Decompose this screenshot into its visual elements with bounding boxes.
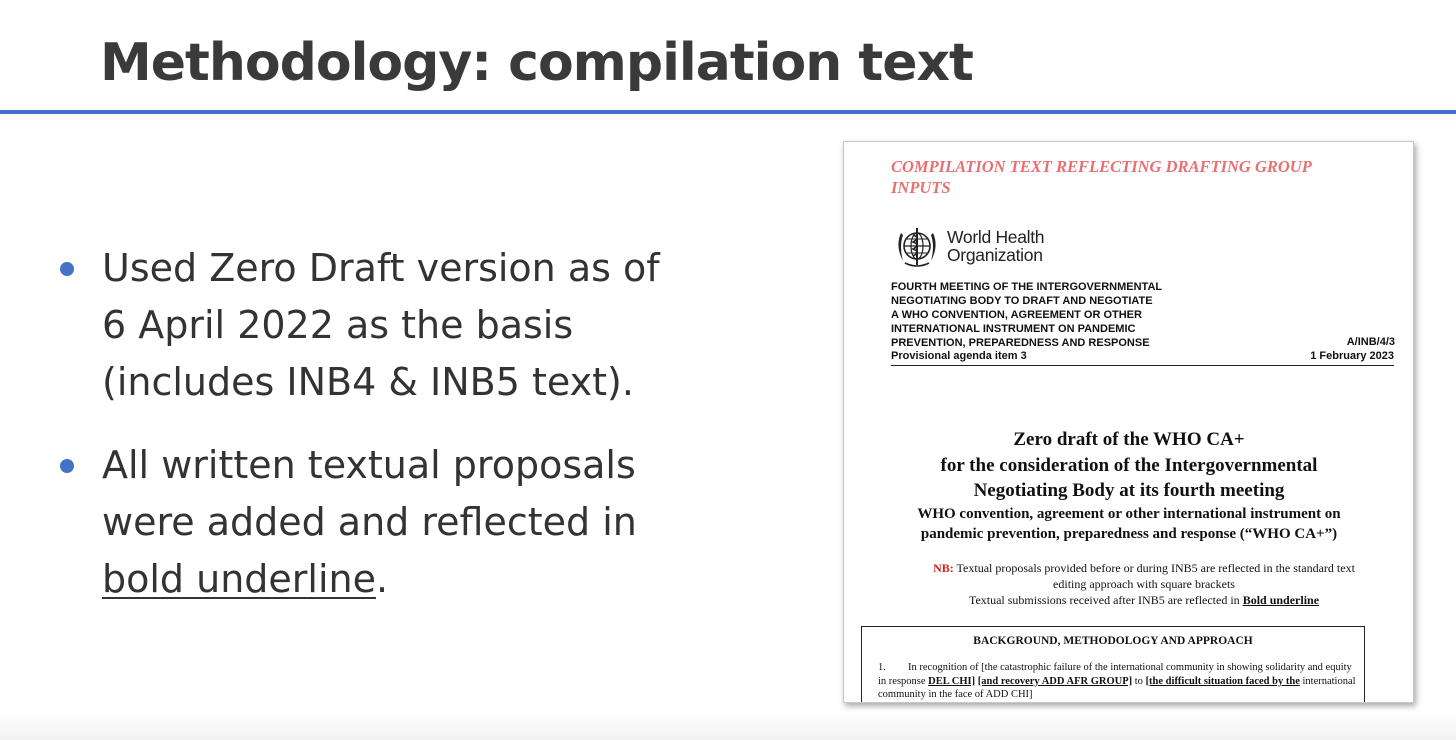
document-screenshot [843,141,1414,703]
bullet-line: (includes INB4 & INB5 text). [102,360,634,404]
bullet-dot-icon [60,262,74,276]
subtitle-line: pandemic prevention, preparedness and response (“WHO CA+”) [920,525,1338,542]
nb-note [884,560,1404,608]
bullet-list [60,240,760,634]
bullet-item [60,437,760,608]
nb-text: Textual submissions received after INB5 are reflected in [968,593,1243,607]
document-date: 1 February 2023 [1310,350,1394,362]
meeting-line: FOURTH MEETING OF THE INTERGOVERNMENTAL [891,281,1163,293]
org-name-line: World Health [947,227,1045,247]
bold-underline-example: bold underline [102,557,376,601]
bullet-line: All written textual proposals [102,443,636,487]
bullet-item [60,240,760,411]
bullet-line: Used Zero Draft version as of [102,246,660,290]
org-name-line: Organization [947,245,1043,265]
nb-text: Textual proposals provided before or during INB5 are reflected in the standard text [953,561,1355,575]
title-divider [0,110,1456,114]
nb-label: NB: [933,561,954,575]
bullet-line: were added and reflected in [102,500,637,544]
who-emblem-icon [891,223,943,269]
meeting-title [891,280,1231,350]
title-line: Zero draft of the WHO CA+ [1013,429,1245,450]
background-box [861,626,1365,703]
title-line: Negotiating Body at its fourth meeting [973,480,1285,501]
box-title: BACKGROUND, METHODOLOGY AND APPROACH [973,635,1253,647]
nb-text: editing approach with square brackets [1053,577,1235,591]
bullet-dot-icon [60,459,74,473]
agenda-item: Provisional agenda item 3 [891,350,1027,362]
para-text: international community in the face of ADD CHI] [878,675,1356,700]
document-title [864,427,1394,544]
meeting-line: INTERNATIONAL INSTRUMENT ON PANDEMIC [891,323,1136,335]
document-reference: A/INB/4/3 [1346,336,1395,348]
subtitle-line: WHO convention, agreement or other international instrument on [917,505,1341,522]
slide-title: Methodology: compilation text [100,33,973,93]
bottom-shadow [0,712,1456,740]
org-name [947,228,1044,264]
para-text: to [1132,675,1146,687]
paragraph-number: 1. [878,662,886,673]
agenda-row [891,349,1394,366]
bullet-line-tail: . [376,557,389,601]
paragraph-1 [878,661,1356,702]
who-logo [891,222,1044,270]
para-bold: [and recovery ADD AFR GROUP] [977,675,1133,687]
para-bold: DEL CHI] [928,675,976,687]
meeting-line: A WHO CONVENTION, AGREEMENT OR OTHER [891,309,1142,321]
title-line: for the consideration of the Intergovernmental [940,454,1318,476]
para-bold: [the difficult situation faced by the [1145,675,1300,687]
nb-bold-underline: Bold underline [1242,593,1320,607]
meeting-line: PREVENTION, PREPAREDNESS AND RESPONSE [891,337,1150,349]
para-text: In recognition of [the catastrophic failure of the international community in showing solidarity and equity in response [878,662,1352,687]
document-header: COMPILATION TEXT REFLECTING DRAFTING GROUP INPUTS [891,157,1312,197]
meeting-line: NEGOTIATING BODY TO DRAFT AND NEGOTIATE [891,295,1153,307]
bullet-line: 6 April 2022 as the basis [102,303,574,347]
